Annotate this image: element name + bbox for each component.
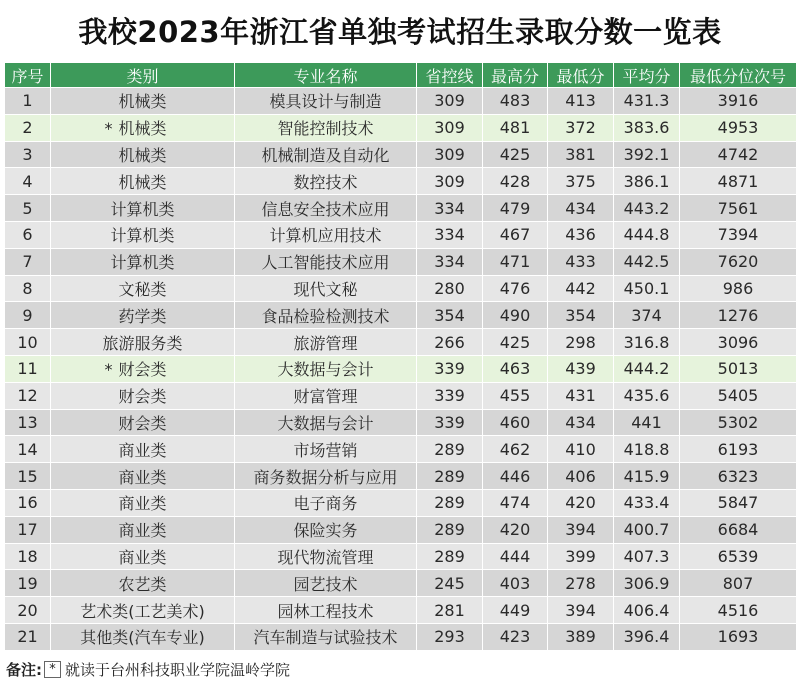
- row-control-line: 245: [417, 570, 483, 597]
- table-row: [5, 516, 797, 543]
- row-control-line: 339: [417, 409, 483, 436]
- row-category: [51, 489, 235, 516]
- category-text: 机械类: [118, 172, 167, 192]
- row-category: [51, 88, 235, 115]
- table-row: [5, 275, 797, 302]
- row-category: [51, 409, 235, 436]
- row-major: 计算机应用技术: [235, 221, 417, 248]
- row-min-score: 436: [548, 221, 614, 248]
- row-major: 模具设计与制造: [235, 88, 417, 115]
- row-avg-score: 386.1: [614, 168, 680, 195]
- category-text: 财会类: [118, 413, 167, 433]
- table-row: [5, 302, 797, 329]
- row-control-line: 289: [417, 463, 483, 490]
- row-category: [51, 114, 235, 141]
- row-major: 汽车制造与试验技术: [235, 623, 417, 650]
- row-max-score: 449: [483, 597, 548, 624]
- category-text: 其他类(汽车专业): [80, 628, 205, 648]
- row-number: 12: [5, 382, 51, 409]
- row-number: 2: [5, 114, 51, 141]
- row-min-score: 399: [548, 543, 614, 570]
- row-control-line: 289: [417, 436, 483, 463]
- row-major: 数控技术: [235, 168, 417, 195]
- row-min-rank: 6539: [680, 543, 797, 570]
- row-min-rank: 4516: [680, 597, 797, 624]
- row-max-score: 446: [483, 463, 548, 490]
- row-major: 商务数据分析与应用: [235, 463, 417, 490]
- row-number: 15: [5, 463, 51, 490]
- row-control-line: 334: [417, 195, 483, 222]
- row-min-score: 406: [548, 463, 614, 490]
- row-control-line: 339: [417, 382, 483, 409]
- row-major: 智能控制技术: [235, 114, 417, 141]
- row-major: 市场营销: [235, 436, 417, 463]
- row-min-rank: 4742: [680, 141, 797, 168]
- row-number: 13: [5, 409, 51, 436]
- row-category: [51, 623, 235, 650]
- category-text: 药学类: [118, 306, 167, 326]
- row-category: [51, 302, 235, 329]
- row-min-score: 372: [548, 114, 614, 141]
- row-avg-score: 306.9: [614, 570, 680, 597]
- table-row: [5, 168, 797, 195]
- row-min-rank: 3096: [680, 329, 797, 356]
- table-row: [5, 221, 797, 248]
- table-row: [5, 463, 797, 490]
- row-major: 现代文秘: [235, 275, 417, 302]
- row-min-score: 375: [548, 168, 614, 195]
- row-min-score: 354: [548, 302, 614, 329]
- row-min-rank: 4871: [680, 168, 797, 195]
- table-row: [5, 355, 797, 382]
- row-category: [51, 597, 235, 624]
- row-control-line: 339: [417, 355, 483, 382]
- table-row: [5, 597, 797, 624]
- table-row: [5, 248, 797, 275]
- row-control-line: 334: [417, 248, 483, 275]
- row-number: 19: [5, 570, 51, 597]
- row-max-score: 403: [483, 570, 548, 597]
- row-min-rank: 6323: [680, 463, 797, 490]
- row-avg-score: 392.1: [614, 141, 680, 168]
- row-max-score: 425: [483, 329, 548, 356]
- header-max-score: 最高分: [483, 63, 548, 88]
- row-max-score: 467: [483, 221, 548, 248]
- star-marker: *: [104, 119, 113, 139]
- row-max-score: 490: [483, 302, 548, 329]
- row-control-line: 289: [417, 543, 483, 570]
- row-major: 人工智能技术应用: [235, 248, 417, 275]
- category-text: 计算机类: [110, 199, 175, 219]
- row-min-score: 434: [548, 195, 614, 222]
- row-min-score: 278: [548, 570, 614, 597]
- row-avg-score: 400.7: [614, 516, 680, 543]
- row-major: 保险实务: [235, 516, 417, 543]
- row-category: [51, 275, 235, 302]
- row-min-rank: 986: [680, 275, 797, 302]
- row-min-score: 394: [548, 597, 614, 624]
- row-min-rank: 5405: [680, 382, 797, 409]
- row-min-score: 439: [548, 355, 614, 382]
- row-max-score: 460: [483, 409, 548, 436]
- row-max-score: 420: [483, 516, 548, 543]
- category-text: 艺术类(工艺美术): [80, 601, 205, 621]
- row-min-rank: 1276: [680, 302, 797, 329]
- row-number: 21: [5, 623, 51, 650]
- row-major: 机械制造及自动化: [235, 141, 417, 168]
- row-avg-score: 316.8: [614, 329, 680, 356]
- row-number: 14: [5, 436, 51, 463]
- category-text: 计算机类: [110, 253, 175, 273]
- table-row: [5, 141, 797, 168]
- star-marker-icon: *: [44, 661, 61, 678]
- category-text: 财会类: [118, 360, 167, 380]
- row-max-score: 455: [483, 382, 548, 409]
- row-control-line: 334: [417, 221, 483, 248]
- category-text: 商业类: [118, 521, 167, 541]
- row-max-score: 474: [483, 489, 548, 516]
- category-text: 农艺类: [118, 574, 167, 594]
- category-text: 机械类: [118, 92, 167, 112]
- row-number: 11: [5, 355, 51, 382]
- row-category: [51, 355, 235, 382]
- row-control-line: 289: [417, 489, 483, 516]
- row-category: [51, 463, 235, 490]
- row-avg-score: 418.8: [614, 436, 680, 463]
- row-major: 信息安全技术应用: [235, 195, 417, 222]
- category-text: 文秘类: [118, 279, 167, 299]
- row-max-score: 463: [483, 355, 548, 382]
- row-min-score: 298: [548, 329, 614, 356]
- row-avg-score: 406.4: [614, 597, 680, 624]
- row-avg-score: 431.3: [614, 88, 680, 115]
- row-major: 电子商务: [235, 489, 417, 516]
- row-min-score: 431: [548, 382, 614, 409]
- row-min-score: 420: [548, 489, 614, 516]
- row-min-rank: 4953: [680, 114, 797, 141]
- header-no: 序号: [5, 63, 51, 88]
- table-header: [5, 63, 797, 88]
- row-major: 园艺技术: [235, 570, 417, 597]
- row-category: [51, 221, 235, 248]
- row-category: [51, 329, 235, 356]
- row-min-score: 442: [548, 275, 614, 302]
- row-control-line: 309: [417, 88, 483, 115]
- star-marker: *: [104, 360, 113, 380]
- row-min-rank: 5013: [680, 355, 797, 382]
- row-category: [51, 436, 235, 463]
- row-max-score: 462: [483, 436, 548, 463]
- row-min-rank: 1693: [680, 623, 797, 650]
- row-number: 8: [5, 275, 51, 302]
- row-min-score: 434: [548, 409, 614, 436]
- header-control-line: 省控线: [417, 63, 483, 88]
- row-number: 6: [5, 221, 51, 248]
- row-number: 5: [5, 195, 51, 222]
- row-min-rank: 7561: [680, 195, 797, 222]
- row-avg-score: 441: [614, 409, 680, 436]
- page-title: 我校2023年浙江省单独考试招生录取分数一览表: [78, 14, 722, 49]
- row-avg-score: 383.6: [614, 114, 680, 141]
- row-number: 3: [5, 141, 51, 168]
- score-table: [4, 62, 797, 651]
- row-min-rank: 3916: [680, 88, 797, 115]
- row-avg-score: 444.2: [614, 355, 680, 382]
- row-avg-score: 415.9: [614, 463, 680, 490]
- row-control-line: 309: [417, 168, 483, 195]
- row-category: [51, 195, 235, 222]
- row-avg-score: 450.1: [614, 275, 680, 302]
- row-category: [51, 248, 235, 275]
- table-row: [5, 543, 797, 570]
- category-text: 商业类: [118, 547, 167, 567]
- row-control-line: 309: [417, 141, 483, 168]
- row-major: 大数据与会计: [235, 409, 417, 436]
- row-category: [51, 543, 235, 570]
- row-category: [51, 516, 235, 543]
- row-min-score: 394: [548, 516, 614, 543]
- header-category: 类别: [51, 63, 235, 88]
- row-min-rank: 6684: [680, 516, 797, 543]
- row-max-score: 423: [483, 623, 548, 650]
- row-number: 9: [5, 302, 51, 329]
- row-avg-score: 374: [614, 302, 680, 329]
- row-number: 1: [5, 88, 51, 115]
- row-min-rank: 807: [680, 570, 797, 597]
- row-control-line: 293: [417, 623, 483, 650]
- category-text: 商业类: [118, 494, 167, 514]
- category-text: 商业类: [118, 440, 167, 460]
- row-avg-score: 396.4: [614, 623, 680, 650]
- row-control-line: 281: [417, 597, 483, 624]
- row-number: 4: [5, 168, 51, 195]
- row-min-score: 381: [548, 141, 614, 168]
- row-max-score: 479: [483, 195, 548, 222]
- table-row: [5, 382, 797, 409]
- table-row: [5, 114, 797, 141]
- row-min-rank: 5847: [680, 489, 797, 516]
- footnote: [6, 656, 290, 682]
- category-text: 机械类: [118, 119, 167, 139]
- row-major: 园林工程技术: [235, 597, 417, 624]
- row-max-score: 476: [483, 275, 548, 302]
- row-max-score: 471: [483, 248, 548, 275]
- row-major: 财富管理: [235, 382, 417, 409]
- row-major: 食品检验检测技术: [235, 302, 417, 329]
- category-text: 机械类: [118, 145, 167, 165]
- table-row: [5, 329, 797, 356]
- row-control-line: 266: [417, 329, 483, 356]
- row-min-rank: 7620: [680, 248, 797, 275]
- row-min-rank: 6193: [680, 436, 797, 463]
- row-category: [51, 382, 235, 409]
- row-max-score: 481: [483, 114, 548, 141]
- table-body: [5, 88, 797, 651]
- table-row: [5, 436, 797, 463]
- row-major: 大数据与会计: [235, 355, 417, 382]
- row-avg-score: 407.3: [614, 543, 680, 570]
- row-number: 16: [5, 489, 51, 516]
- row-number: 7: [5, 248, 51, 275]
- row-min-score: 389: [548, 623, 614, 650]
- row-min-rank: 5302: [680, 409, 797, 436]
- row-number: 17: [5, 516, 51, 543]
- header-major: 专业名称: [235, 63, 417, 88]
- row-min-rank: 7394: [680, 221, 797, 248]
- table-row: [5, 88, 797, 115]
- row-max-score: 425: [483, 141, 548, 168]
- category-text: 商业类: [118, 467, 167, 487]
- row-control-line: 309: [417, 114, 483, 141]
- row-number: 20: [5, 597, 51, 624]
- row-major: 现代物流管理: [235, 543, 417, 570]
- row-major: 旅游管理: [235, 329, 417, 356]
- row-category: [51, 141, 235, 168]
- row-control-line: 354: [417, 302, 483, 329]
- row-min-score: 433: [548, 248, 614, 275]
- row-category: [51, 168, 235, 195]
- row-number: 10: [5, 329, 51, 356]
- table-row: [5, 409, 797, 436]
- table-row: [5, 570, 797, 597]
- category-text: 财会类: [118, 387, 167, 407]
- header-min-rank: 最低分位次号: [680, 63, 797, 88]
- category-text: 计算机类: [110, 226, 175, 246]
- row-avg-score: 442.5: [614, 248, 680, 275]
- row-avg-score: 433.4: [614, 489, 680, 516]
- table-row: [5, 623, 797, 650]
- header-min-score: 最低分: [548, 63, 614, 88]
- row-max-score: 428: [483, 168, 548, 195]
- footnote-text: 就读于台州科技职业学院温岭学院: [65, 660, 291, 679]
- row-number: 18: [5, 543, 51, 570]
- row-category: [51, 570, 235, 597]
- category-text: 旅游服务类: [102, 333, 183, 353]
- row-avg-score: 444.8: [614, 221, 680, 248]
- table-row: [5, 195, 797, 222]
- row-max-score: 444: [483, 543, 548, 570]
- row-min-score: 413: [548, 88, 614, 115]
- row-min-score: 410: [548, 436, 614, 463]
- header-avg-score: 平均分: [614, 63, 680, 88]
- row-control-line: 280: [417, 275, 483, 302]
- footnote-label: 备注:: [6, 660, 42, 679]
- row-max-score: 483: [483, 88, 548, 115]
- row-control-line: 289: [417, 516, 483, 543]
- row-avg-score: 443.2: [614, 195, 680, 222]
- table-row: [5, 489, 797, 516]
- row-avg-score: 435.6: [614, 382, 680, 409]
